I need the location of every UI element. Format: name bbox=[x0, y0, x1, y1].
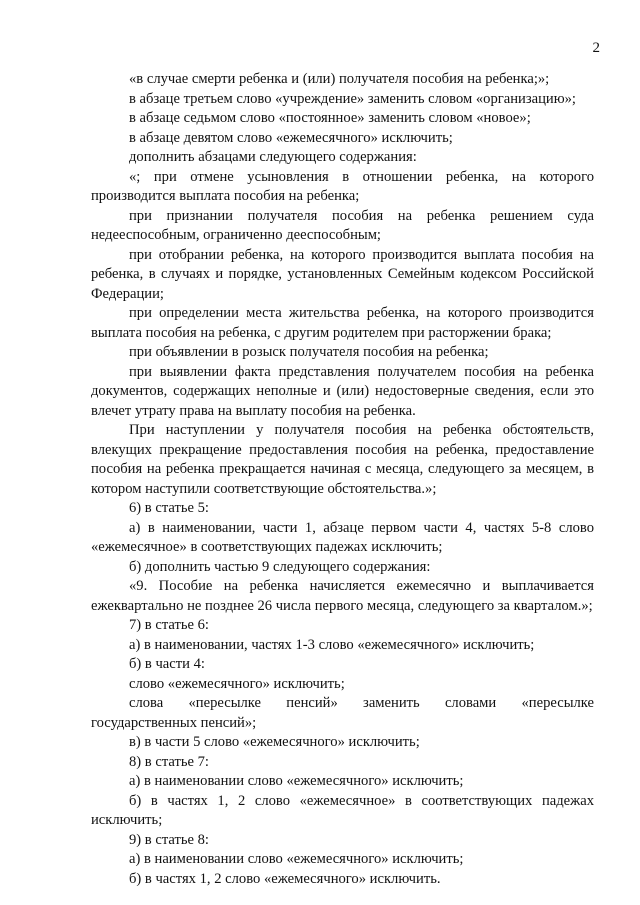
paragraph: а) в наименовании слово «ежемесячного» исключить; bbox=[129, 851, 464, 867]
paragraph: 6) в статье 5: bbox=[129, 500, 209, 516]
paragraph: в) в части 5 слово «ежемесячного» исключить; bbox=[129, 734, 420, 750]
paragraph: б) в части 4: bbox=[129, 656, 205, 672]
paragraph: «; при отмене усыновления в отношении ребенка, на которого производится выплата пособия на ребенка; bbox=[91, 168, 594, 204]
paragraph: 7) в статье 6: bbox=[129, 617, 209, 633]
paragraph: дополнить абзацами следующего содержания: bbox=[129, 149, 417, 165]
paragraph: 8) в статье 7: bbox=[129, 753, 209, 770]
paragraph: в абзаце третьем слово «учреждение» заменить словом «организацию»; bbox=[129, 90, 576, 107]
paragraph: слова «пересылке пенсий» заменить словами «пересылке государственных пенсий»; bbox=[91, 695, 594, 731]
paragraph: б) в частях 1, 2 слово «ежемесячное» в соответствующих падежах исключить; bbox=[91, 792, 594, 828]
paragraph: При наступлении у получателя пособия на ребенка обстоятельств, влекущих прекращение предоставления пособия на ребенка, предоставление пособия на ребенка прекращается начиная с месяца, следующего за месяцем, в котором наступили соответствующие обстоятельства.»; bbox=[91, 422, 594, 497]
paragraph: в абзаце седьмом слово «постоянное» заменить словом «новое»; bbox=[129, 110, 531, 126]
paragraph: а) в наименовании, части 1, абзаце первом части 4, частях 5-8 слово «ежемесячное» в соответствующих падежах исключить; bbox=[91, 519, 594, 555]
paragraph: слово «ежемесячного» исключить; bbox=[129, 675, 345, 692]
paragraph: «в случае смерти ребенка и (или) получателя пособия на ребенка;»; bbox=[129, 71, 550, 87]
paragraph: 9) в статье 8: bbox=[129, 831, 209, 848]
paragraph: «9. Пособие на ребенка начисляется ежемесячно и выплачивается ежеквартально не позднее 26 числа первого месяца, следующего за кварталом.»; bbox=[91, 578, 594, 614]
paragraph: при объявлении в розыск получателя пособия на ребенка; bbox=[129, 344, 489, 360]
paragraph: а) в наименовании, частях 1-3 слово «ежемесячного» исключить; bbox=[129, 636, 535, 653]
paragraph: при отобрании ребенка, на которого производится выплата пособия на ребенка, в случаях и порядке, установленных Семейным кодексом Российской Федерации; bbox=[91, 246, 594, 302]
paragraph: а) в наименовании слово «ежемесячного» исключить; bbox=[129, 773, 464, 789]
page-number: 2 bbox=[592, 40, 600, 56]
paragraph: б) в частях 1, 2 слово «ежемесячного» исключить. bbox=[129, 870, 441, 887]
paragraph: при признании получателя пособия на ребенка решением суда недееспособным, ограниченно дееспособным; bbox=[91, 207, 594, 243]
paragraph: в абзаце девятом слово «ежемесячного» исключить; bbox=[129, 129, 453, 146]
document-body bbox=[91, 70, 594, 889]
paragraph: при определении места жительства ребенка, на которого производится выплата пособия на ребенка, с другим родителем при расторжении брака; bbox=[91, 305, 594, 341]
paragraph: при выявлении факта представления получателем пособия на ребенка документов, содержащих неполные и (или) недостоверные сведения, если это влечет утрату права на выплату пособия на ребенка. bbox=[91, 363, 594, 419]
paragraph: б) дополнить частью 9 следующего содержания: bbox=[129, 558, 431, 575]
